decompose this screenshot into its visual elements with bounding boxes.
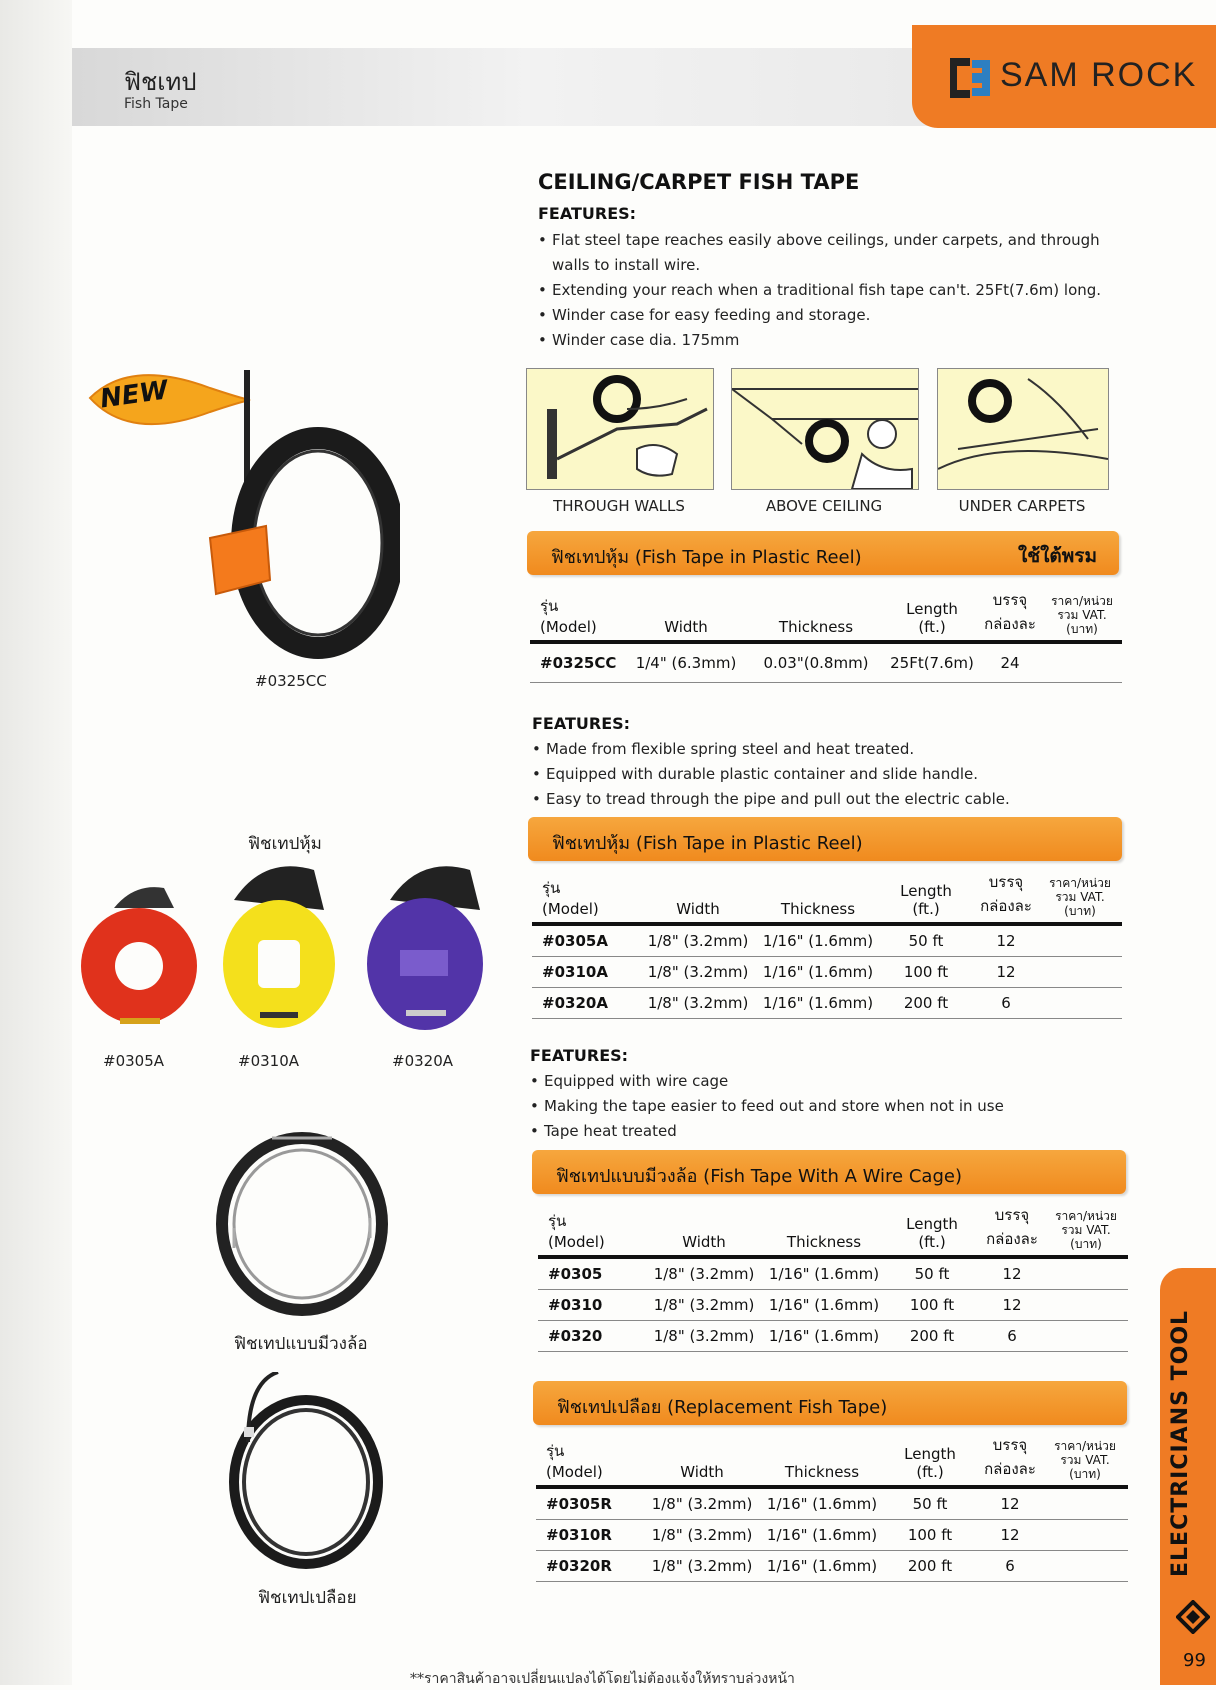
features-list-2 [530,737,1130,812]
cell-model: #0320R [536,1551,642,1582]
cell-thickness: 1/16" (1.6mm) [762,1551,882,1582]
label-0305a: #0305A [103,1052,165,1070]
col-price-3: (บาท) [1070,1237,1102,1251]
cell-width: 1/8" (3.2mm) [644,1257,764,1290]
table4-title: ฟิชเทปเปลือย (Replacement Fish Tape) [557,1397,888,1418]
cell-price [1042,1520,1128,1551]
illustration-under-carpets [937,368,1109,490]
cell-pack: 12 [980,1290,1044,1321]
cell-width: 1/8" (3.2mm) [642,1487,762,1520]
page-title-eng: Fish Tape [124,96,188,112]
page-title-thai: ฟิชเทป [124,68,197,96]
cell-length: 50 ft [878,924,974,957]
cell-price [1038,988,1122,1019]
cell-width: 1/4" (6.3mm) [626,642,746,682]
cell-width: 1/8" (3.2mm) [638,988,758,1019]
new-badge-text: NEW [98,375,170,415]
cell-model: #0310A [532,957,638,988]
section-title: CEILING/CARPET FISH TAPE [538,170,860,194]
feature-item: • Extending your reach when a traditional fish tape can't. 25Ft(7.6m) long. [536,278,1136,303]
col-pack [978,1429,1042,1487]
col-price [1038,866,1122,924]
cell-length: 200 ft [878,988,974,1019]
label-wire-cage: ฟิชเทปแบบมีวงล้อ [234,1334,368,1354]
label-0325cc: #0325CC [255,672,327,690]
feature-item: • Equipped with wire cage [528,1069,1128,1094]
cell-pack: 24 [978,642,1042,682]
col-thickness: Thickness [758,866,878,924]
col-price-1: ราคา/หน่วย [1049,876,1111,890]
cell-width: 1/8" (3.2mm) [644,1321,764,1352]
col-pack [978,584,1042,642]
col-model-thai: รุ่น [542,879,561,897]
cell-model: #0310R [536,1520,642,1551]
col-price-2: รวม VAT. [1057,608,1107,622]
cell-length: 25Ft(7.6m) [886,642,978,682]
table1-title-bar [527,531,1119,575]
table3-title-bar [532,1150,1126,1194]
table-row [538,1321,1128,1352]
features-label-3: FEATURES: [530,1046,629,1065]
col-pack [980,1199,1044,1257]
col-length-unit: (ft.) [918,618,946,636]
cell-length: 100 ft [884,1290,980,1321]
col-pack [974,866,1038,924]
col-length-label: Length [906,1215,958,1233]
cell-price [1038,957,1122,988]
col-price [1044,1199,1128,1257]
cell-pack: 6 [974,988,1038,1019]
col-length-label: Length [900,882,952,900]
label-reel-group: ฟิชเทปหุ้ม [248,834,322,854]
table-row [538,1257,1128,1290]
cell-pack: 6 [978,1551,1042,1582]
fish-tape-replacement-icon [218,1372,390,1572]
cell-width: 1/8" (3.2mm) [638,957,758,988]
table-header-row [536,1429,1128,1487]
spec-table-4 [536,1429,1128,1582]
cell-price [1042,642,1122,682]
col-width: Width [642,1429,762,1487]
caption-above-ceiling: ABOVE CEILING [765,497,883,515]
brand-name: SAM ROCK [1000,56,1198,94]
table-row [532,957,1122,988]
col-length-label: Length [906,600,958,618]
feature-item: • Equipped with durable plastic container and slide handle. [530,762,1130,787]
col-pack-2: กล่องละ [984,1460,1036,1478]
table-header-row [532,866,1122,924]
table-row [536,1487,1128,1520]
cell-model: #0310 [538,1290,644,1321]
table-row [536,1520,1128,1551]
col-price-2: รวม VAT. [1055,890,1105,904]
col-pack-2: กล่องละ [986,1230,1038,1248]
col-price-3: (บาท) [1064,904,1096,918]
table-header-row [538,1199,1128,1257]
diamond-logo-icon [1176,1600,1210,1634]
col-pack-1: บรรจุ [994,1206,1030,1224]
cell-price [1042,1551,1128,1582]
col-pack-2: กล่องละ [980,897,1032,915]
spec-table-1 [530,584,1122,683]
cell-length: 50 ft [882,1487,978,1520]
cell-length: 200 ft [884,1321,980,1352]
cell-thickness: 1/16" (1.6mm) [758,988,878,1019]
feature-item: • Winder case dia. 175mm [536,328,1136,353]
cell-pack: 12 [974,957,1038,988]
cell-thickness: 1/16" (1.6mm) [762,1520,882,1551]
label-0320a: #0320A [392,1052,454,1070]
col-model [536,1429,642,1487]
illustration-through-walls [526,368,714,490]
col-width: Width [626,584,746,642]
fish-tape-0325cc-reel-icon [200,368,400,668]
col-model-thai: รุ่น [548,1212,567,1230]
fish-tape-0320a-blue-reel-icon [360,860,490,1032]
table-row [538,1290,1128,1321]
col-length-unit: (ft.) [912,900,940,918]
col-price-3: (บาท) [1066,622,1098,636]
cell-thickness: 1/16" (1.6mm) [758,957,878,988]
col-model-eng: (Model) [540,618,597,636]
cell-pack: 12 [974,924,1038,957]
table-row [536,1551,1128,1582]
cell-pack: 6 [980,1321,1044,1352]
cell-length: 100 ft [882,1520,978,1551]
col-model [538,1199,644,1257]
fish-tape-wire-cage-icon [212,1128,390,1320]
cell-pack: 12 [978,1520,1042,1551]
under-carpets-drawing-icon [938,369,1108,489]
col-length [884,1199,980,1257]
features-list-3 [528,1069,1128,1144]
cell-model: #0305A [532,924,638,957]
col-model-thai: รุ่น [546,1442,565,1460]
col-pack-1: บรรจุ [992,591,1028,609]
feature-item: • Flat steel tape reaches easily above ceilings, under carpets, and through walls to install wire. [536,228,1136,278]
spec-table-2 [532,866,1122,1019]
col-price-1: ราคา/หน่วย [1054,1439,1116,1453]
cell-thickness: 1/16" (1.6mm) [764,1321,884,1352]
cell-price [1042,1487,1128,1520]
caption-through-walls: THROUGH WALLS [553,497,685,515]
cell-model: #0305R [536,1487,642,1520]
cell-price [1038,924,1122,957]
cell-width: 1/8" (3.2mm) [644,1290,764,1321]
col-thickness: Thickness [764,1199,884,1257]
col-thickness: Thickness [746,584,886,642]
col-width: Width [638,866,758,924]
cell-length: 100 ft [878,957,974,988]
feature-item: • Made from flexible spring steel and heat treated. [530,737,1130,762]
col-length [878,866,974,924]
col-model-thai: รุ่น [540,597,559,615]
col-length-unit: (ft.) [916,1463,944,1481]
table3-title: ฟิชเทปแบบมีวงล้อ (Fish Tape With A Wire Cage) [556,1166,962,1187]
cell-length: 200 ft [882,1551,978,1582]
label-0310a: #0310A [238,1052,300,1070]
col-pack-2: กล่องละ [984,615,1036,633]
cell-thickness: 1/16" (1.6mm) [764,1257,884,1290]
cell-width: 1/8" (3.2mm) [642,1520,762,1551]
col-price [1042,584,1122,642]
table2-title-bar [528,817,1122,861]
feature-item: • Easy to tread through the pipe and pull out the electric cable. [530,787,1130,812]
table-header-row [530,584,1122,642]
cell-model: #0320A [532,988,638,1019]
feature-item: • Tape heat treated [528,1119,1128,1144]
col-thickness: Thickness [762,1429,882,1487]
feature-item: • Winder case for easy feeding and storage. [536,303,1136,328]
page-number: 99 [1183,1650,1206,1671]
cell-model: #0320 [538,1321,644,1352]
col-length-label: Length [904,1445,956,1463]
col-model [530,584,626,642]
col-length-unit: (ft.) [918,1233,946,1251]
table-row [530,642,1122,682]
table-row [532,988,1122,1019]
cell-thickness: 1/16" (1.6mm) [758,924,878,957]
col-price-1: ราคา/หน่วย [1055,1209,1117,1223]
label-replacement: ฟิชเทปเปลือย [258,1588,357,1608]
table-row [532,924,1122,957]
cell-pack: 12 [980,1257,1044,1290]
table4-title-bar [533,1381,1127,1425]
footer-note: **ราคาสินค้าอาจเปลี่ยนแปลงได้โดยไม่ต้องแจ้งให้ทราบล่วงหน้า [410,1671,795,1687]
col-price-3: (บาท) [1069,1467,1101,1481]
cell-length: 50 ft [884,1257,980,1290]
illustration-above-ceiling [731,368,919,490]
feature-item: • Making the tape easier to feed out and store when not in use [528,1094,1128,1119]
cell-thickness: 1/16" (1.6mm) [764,1290,884,1321]
features-label-1: FEATURES: [538,204,637,223]
col-length [882,1429,978,1487]
col-length [886,584,978,642]
col-width: Width [644,1199,764,1257]
cell-price [1044,1290,1128,1321]
features-list-1 [536,228,1136,353]
col-model [532,866,638,924]
cell-model: #0305 [538,1257,644,1290]
col-model-eng: (Model) [542,900,599,918]
page-edge-shade [0,0,72,1685]
col-pack-1: บรรจุ [988,873,1024,891]
through-walls-drawing-icon [527,369,713,489]
caption-under-carpets: UNDER CARPETS [958,497,1086,515]
col-pack-1: บรรจุ [992,1436,1028,1454]
col-model-eng: (Model) [546,1463,603,1481]
col-price-2: รวม VAT. [1060,1453,1110,1467]
fish-tape-0310a-yellow-reel-icon [214,860,344,1032]
cell-width: 1/8" (3.2mm) [642,1551,762,1582]
cell-width: 1/8" (3.2mm) [638,924,758,957]
fish-tape-0305a-red-reel-icon [74,878,200,1028]
table1-title: ฟิชเทปหุ้ม (Fish Tape in Plastic Reel) [551,547,862,568]
spec-table-3 [538,1199,1128,1352]
table1-badge: ใช้ใต้พรม [1017,545,1097,567]
cell-thickness: 0.03"(0.8mm) [746,642,886,682]
col-price [1042,1429,1128,1487]
table2-title: ฟิชเทปหุ้ม (Fish Tape in Plastic Reel) [552,833,863,854]
col-model-eng: (Model) [548,1233,605,1251]
above-ceiling-drawing-icon [732,369,918,489]
features-label-2: FEATURES: [532,714,631,733]
brand-logo-icon [950,58,992,98]
cell-pack: 12 [978,1487,1042,1520]
category-side-label: ELECTRICIANS TOOL [1168,1309,1193,1577]
col-price-2: รวม VAT. [1061,1223,1111,1237]
cell-thickness: 1/16" (1.6mm) [762,1487,882,1520]
cell-price [1044,1321,1128,1352]
col-price-1: ราคา/หน่วย [1051,594,1113,608]
cell-price [1044,1257,1128,1290]
cell-model: #0325CC [530,642,626,682]
